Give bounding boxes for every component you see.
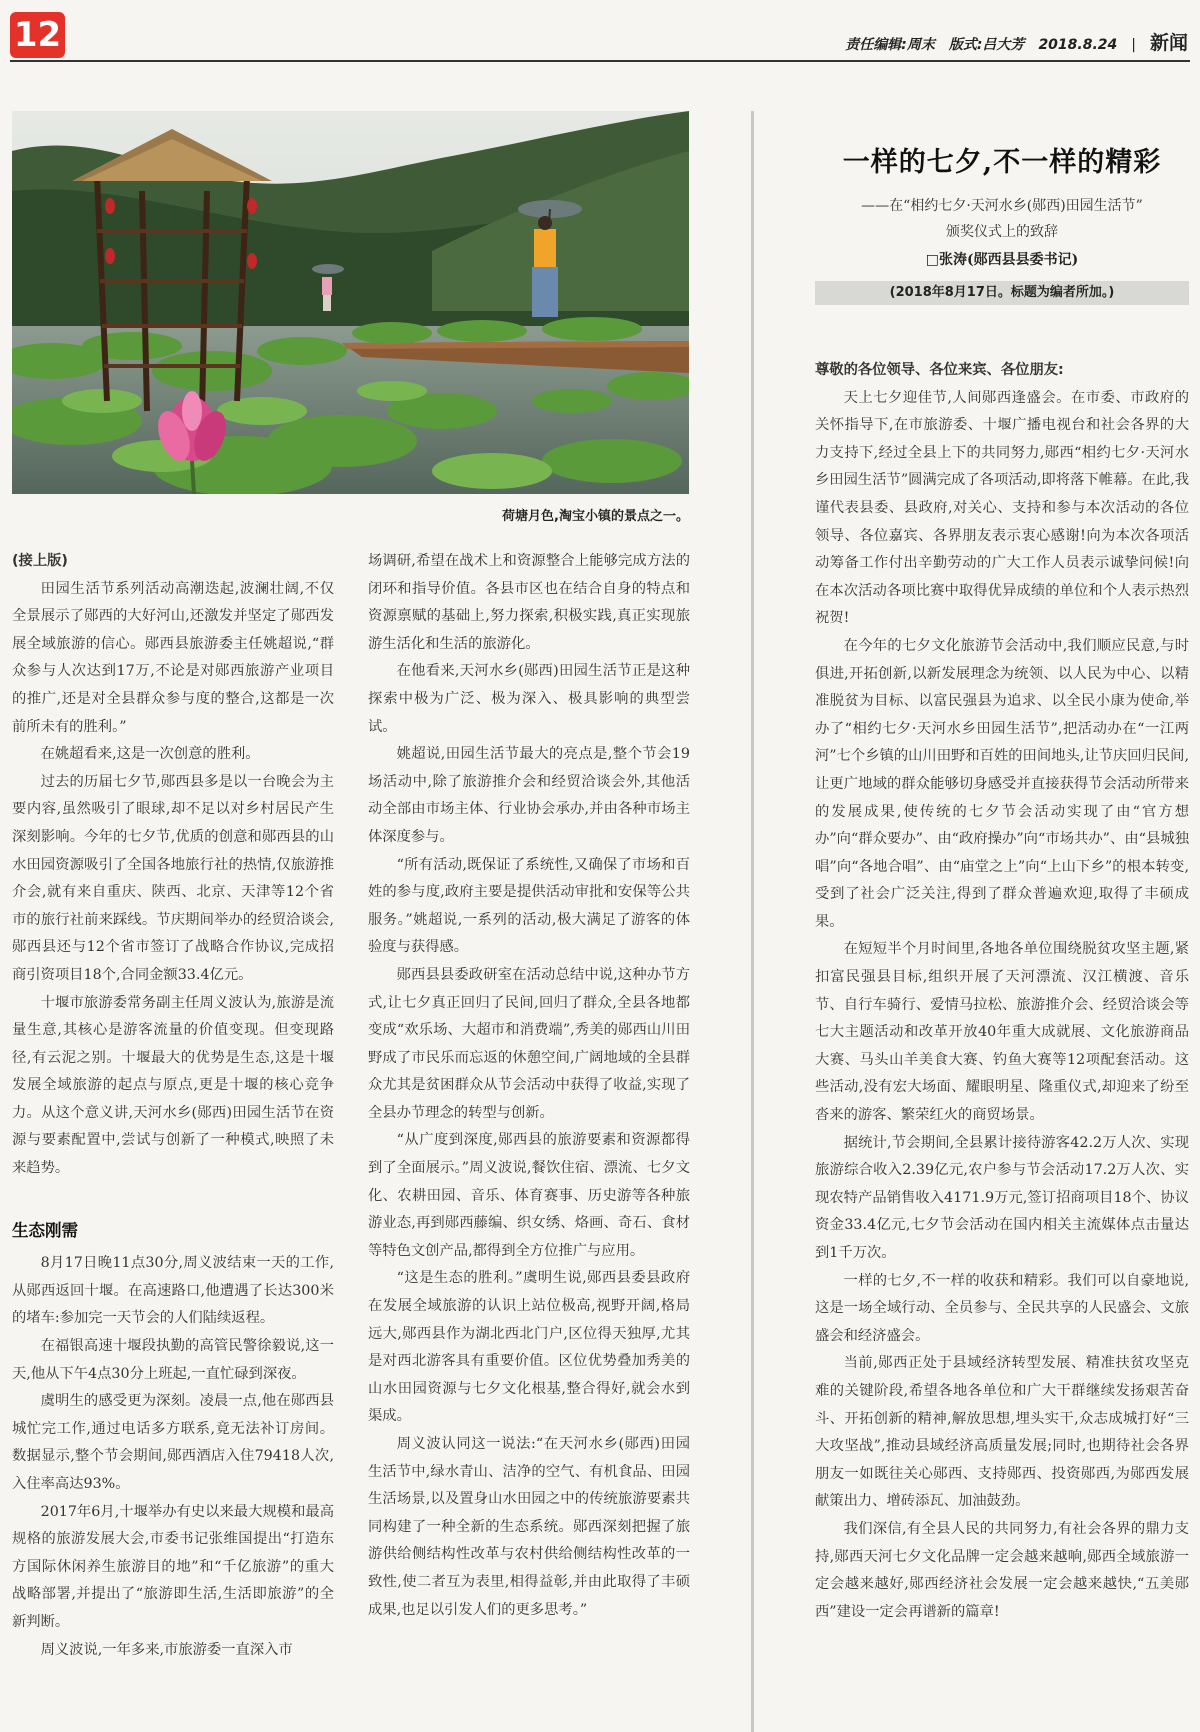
paragraph: 据统计,节会期间,全县累计接待游客42.2万人次、实现旅游综合收入2.39亿元,农户参与节会活动17.2万人次、实现农特产品销售收入4171.9万元,签订招商项目18个、协议资金33.4亿元,七夕节会活动在国内相关主流媒体点击量达到1千万次。 xyxy=(815,1134,1189,1261)
header-info xyxy=(845,28,1188,55)
article-author: □张涛(郧西县县委书记) xyxy=(925,252,1079,268)
paragraph: 我们深信,有全县人民的共同努力,有社会各界的鼎力支持,郧西天河七夕文化品牌一定会越来越响,郧西全域旅游一定会越来越好,郧西经济社会发展一定会越来越快,“五美郧西”建设一定会再谱新的篇章! xyxy=(815,1520,1189,1620)
column-divider xyxy=(751,111,754,1732)
header-separator: | xyxy=(1131,37,1136,53)
paragraph: 虞明生的感受更为深刻。凌晨一点,他在郧西县城忙完工作,通过电话多方联系,竟无法补订房间。数据显示,整个节会期间,郧西酒店入住79418人次,入住率高达93%。 xyxy=(12,1393,334,1492)
paragraph: 周义波说,一年多来,市旅游委一直深入市 xyxy=(40,1641,293,1658)
lotus-pond-photo xyxy=(12,111,689,494)
paragraph: 天上七夕迎佳节,人间郧西逢盛会。在市委、市政府的关怀指导下,在市旅游委、十堰广播电视台和社会各界的大力支持下,经过全县上下的共同努力,郧西“相约七夕·天河水乡田园生活节”圆满完成了各项活动,即将落下帷幕。在此,我谨代表县委、县政府,对关心、支持和参与本次活动的各位领导、各位嘉宾、各界朋友表示衷心感谢!向为本次各项活动筹备工作付出辛勤劳动的广大工作人员表示诚挚问候!向在本次活动各项比赛中取得优异成绩的单位和个人表示热烈祝贺! xyxy=(815,389,1189,627)
paragraph: 8月17日晚11点30分,周义波结束一天的工作,从郧西返回十堰。在高速路口,他遭遇了长达300米的堵车:参加完一天节会的人们陆续返程。 xyxy=(12,1255,334,1327)
paragraph: 2017年6月,十堰举办有史以来最大规模和最高规格的旅游发展大会,市委书记张维国提出“打造东方国际休闲养生旅游目的地”和“千亿旅游”的重大战略部署,并提出了“旅游即生活,生活即旅游”的全新判断。 xyxy=(12,1503,334,1630)
paragraph: 在他看来,天河水乡(郧西)田园生活节正是这种探索中极为广泛、极为深入、极具影响的典型尝试。 xyxy=(368,663,690,735)
paragraph: 一样的七夕,不一样的收获和精彩。我们可以自豪地说,这是一场全域行动、全员参与、全民共享的人民盛会、文旅盛会和经济盛会。 xyxy=(815,1272,1189,1344)
right-article-header xyxy=(815,140,1189,305)
paragraph: 在短短半个月时间里,各地各单位围绕脱贫攻坚主题,紧扣富民强县目标,组织开展了天河漂流、汉江横渡、音乐节、自行车骑行、爱情马拉松、旅游推介会、经贸洽谈会等七大主题活动和改革开放40年重大成就展、文化旅游商品大赛、马头山羊美食大赛、钓鱼大赛等12项配套活动。这些活动,没有宏大场面、耀眼明星、隆重仪式,却迎来了纷至沓来的游客、繁荣红火的商贸场景。 xyxy=(815,941,1189,1124)
paragraph: 郧西县县委政研室在活动总结中说,这种办节方式,让七夕真正回归了民间,回归了群众,全县各地都变成“欢乐场、大超市和消费端”,秀美的郧西山川田野成了市民乐而忘返的休憩空间,广阔地域的全县群众尤其是贫困群众从节会活动中获得了收益,实现了全县办节理念的转型与创新。 xyxy=(368,966,690,1121)
paragraph: “从广度到深度,郧西县的旅游要素和资源都得到了全面展示。”周义波说,餐饮住宿、漂流、七夕文化、农耕田园、音乐、体育赛事、历史游等各种旅游业态,再到郧西藤编、织女绣、烙画、奇石、食材等特色文创产品,都得到全方位推广与应用。 xyxy=(368,1132,690,1259)
lead-line: 尊敬的各位领导、各位来宾、各位朋友: xyxy=(815,362,1064,378)
header-rule xyxy=(10,60,1190,62)
paragraph: 场调研,希望在战术上和资源整合上能够完成方法的闭环和指导价值。各县市区也在结合自身的特点和资源禀赋的基础上,努力探索,积极实践,真正实现旅游生活化和生活的旅游化。 xyxy=(368,553,690,652)
paragraph: 姚超说,田园生活节最大的亮点是,整个节会19场活动中,除了旅游推介会和经贸洽谈会外,其他活动全部由市场主体、行业协会承办,并由各种市场主体深度参与。 xyxy=(368,746,690,845)
editor-note: (2018年8月17日。标题为编者所加。) xyxy=(815,281,1189,305)
paragraph: 过去的历届七夕节,郧西县多是以一台晚会为主要内容,虽然吸引了眼球,却不足以对乡村居民产生深刻影响。今年的七夕节,优质的创意和郧西县的山水田园资源吸引了全国各地旅行社的热情,仅旅游推介会,就有来自重庆、陕西、北京、天津等12个省市的旅行社前来踩线。节庆期间举办的经贸洽谈会,郧西县还与12个省市签订了战略合作协议,完成招商引资项目18个,合同金额33.4亿元。 xyxy=(12,773,334,983)
paragraph: “所有活动,既保证了系统性,又确保了市场和百姓的参与度,政府主要是提供活动审批和安保等公共服务。”姚超说,一系列的活动,极大满足了游客的体验度与获得感。 xyxy=(368,856,690,956)
paragraph: 周义波认同这一说法:“在天河水乡(郧西)田园生活节中,绿水青山、洁净的空气、有机食品、田园生活场景,以及置身山水田园之中的传统旅游要素共同构建了一种全新的生态系统。郧西深刻把握了旅游供给侧结构性改革与农村供给侧结构性改革的一致性,使二者互为表里,相得益彰,并由此取得了丰硕成果,也足以引发人们的更多思考。” xyxy=(368,1436,690,1618)
lead-line: (接上版) xyxy=(12,553,68,569)
paragraph: 十堰市旅游委常务副主任周义波认为,旅游是流量生意,其核心是游客流量的价值变现。但变现路径,有云泥之别。十堰最大的优势是生态,这是十堰发展全域旅游的起点与原点,更是十堰的核心竞争力。从这个意义讲,天河水乡(郧西)田园生活节在资源与要素配置中,尝试与创新了一种模式,映照了未来趋势。 xyxy=(12,994,334,1177)
left-article-column-2 xyxy=(368,548,690,1624)
article-title: 一样的七夕,不一样的精彩 xyxy=(842,147,1162,178)
page-number-badge: 12 xyxy=(10,12,65,58)
right-article-body xyxy=(815,357,1189,1626)
layout-credit: 版式:吕大芳 xyxy=(948,37,1025,53)
photo-caption: 荷塘月色,淘宝小镇的景点之一。 xyxy=(502,509,689,524)
paragraph: 在福银高速十堰段执勤的高管民警徐毅说,这一天,他从下午4点30分上班起,一直忙碌到深夜。 xyxy=(12,1338,334,1382)
paragraph: “这是生态的胜利。”虞明生说,郧西县委县政府在发展全域旅游的认识上站位极高,视野开阔,格局远大,郧西县作为湖北西北门户,区位得天独厚,尤其是对西北游客具有重要价值。区位优势叠加秀美的山水田园资源与七夕文化根基,整合得好,就会水到渠成。 xyxy=(368,1270,690,1425)
section-heading: 生态刚需 xyxy=(12,1220,78,1240)
paragraph: 当前,郧西正处于县域经济转型发展、精准扶贫攻坚克难的关键阶段,希望各地各单位和广大干群继续发扬艰苦奋斗、开拓创新的精神,解放思想,埋头实干,众志成城打好“三大攻坚战”,推动县域经济高质量发展;同时,也期待社会各界朋友一如既往关心郧西、支持郧西、投资郧西,为郧西发展献策出力、增砖添瓦、加油鼓劲。 xyxy=(815,1355,1189,1510)
issue-date: 2018.8.24 xyxy=(1038,37,1118,53)
paragraph: 在姚超看来,这是一次创意的胜利。 xyxy=(40,746,260,763)
editor-credit: 责任编辑:周末 xyxy=(845,37,935,53)
article-subtitle-line1: ——在“相约七夕·天河水乡(郧西)田园生活节” xyxy=(861,198,1143,214)
section-name: 新闻 xyxy=(1149,32,1188,54)
paragraph: 在今年的七夕文化旅游节会活动中,我们顺应民意,与时俱进,开拓创新,以新发展理念为统领、以人民为中心、以精准脱贫为目标、以富民强县为追求、以全民小康为使命,举办了“相约七夕·天河水乡田园生活节”,把活动办在“一江两河”七个乡镇的山川田野和百姓的田间地头,让节庆回归民间,让更广地域的群众能够切身感受并直接获得节会活动所带来的发展成果,使传统的七夕节会活动实现了由“官方想办”向“群众要办”、由“政府操办”向“市场共办”、由“县城独唱”向“各地合唱”、由“庙堂之上”向“上山下乡”的根本转变,受到了社会广泛关注,得到了群众普遍欢迎,取得了丰硕成果。 xyxy=(815,637,1189,930)
paragraph: 田园生活节系列活动高潮迭起,波澜壮阔,不仅全景展示了郧西的大好河山,还激发并坚定了郧西发展全域旅游的信心。郧西县旅游委主任姚超说,“群众参与人次达到17万,不论是对郧西旅游产业项目的推广,还是对全县群众参与度的整合,这都是一次前所未有的胜利。” xyxy=(12,580,334,735)
article-subtitle-line2: 颁奖仪式上的致辞 xyxy=(946,224,1058,240)
left-article-column-1 xyxy=(12,548,334,1664)
